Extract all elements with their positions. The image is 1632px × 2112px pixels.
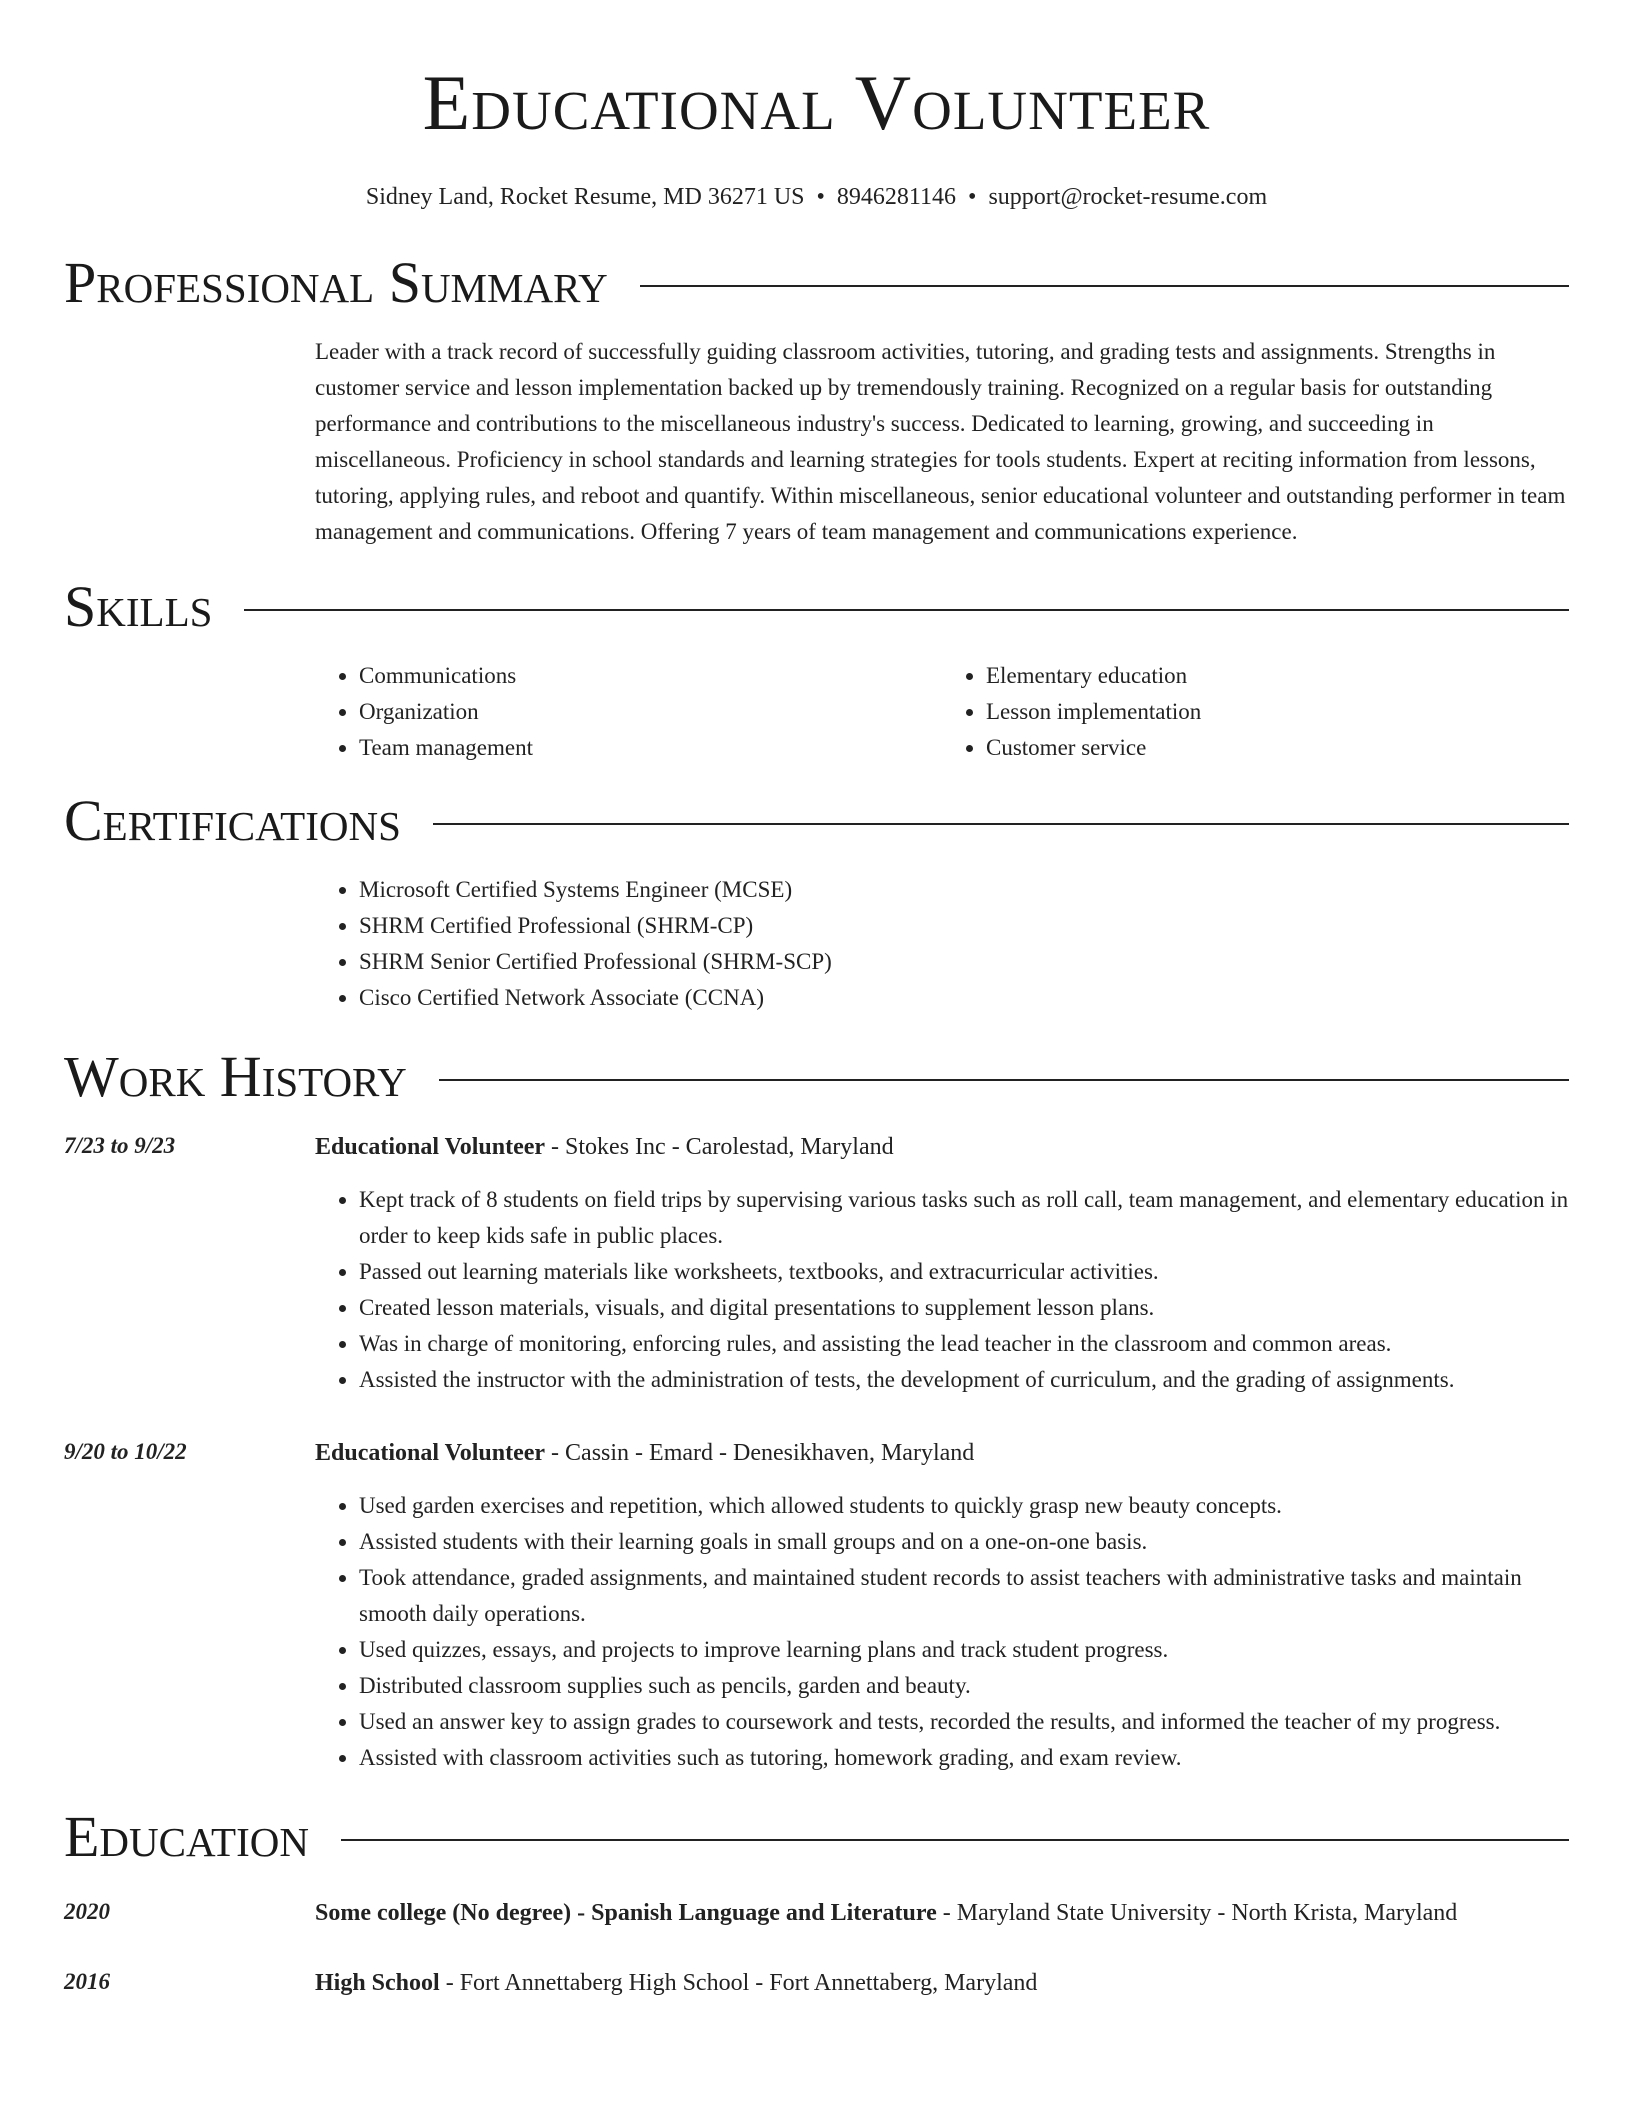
work-bullets [315, 1182, 1569, 1398]
certification-item: • SHRM Certified Professional (SHRM-CP) [359, 908, 1569, 944]
skills-column-left [315, 658, 942, 766]
education-entry-header [315, 1894, 1569, 1932]
education-school: - Fort Annettaberg High School - Fort Annettaberg, Maryland [439, 1970, 1038, 1996]
work-bullet: • Used quizzes, essays, and projects to improve learning plans and track student progress. [359, 1632, 1569, 1668]
work-dates: 7/23 to 9/23 [64, 1133, 176, 1158]
contact-phone: 8946281146 [836, 184, 957, 210]
work-entry [64, 1128, 1569, 1398]
skill-item: • Organization [359, 694, 942, 730]
education-degree: Some college (No degree) - Spanish Language and Literature [315, 1900, 937, 1926]
skill-item: • Elementary education [986, 658, 1569, 694]
work-bullet: • Distributed classroom supplies such as pencils, garden and beauty. [359, 1668, 1569, 1704]
work-bullet: • Took attendance, graded assignments, and maintained student records to assist teachers with administrative tasks and maintain smooth daily operations. [359, 1560, 1569, 1632]
certification-item: • SHRM Senior Certified Professional (SHRM-SCP) [359, 944, 1569, 980]
skill-item: • Team management [359, 730, 942, 766]
job-title: Educational Volunteer [315, 1134, 546, 1160]
work-bullet: • Passed out learning materials like worksheets, textbooks, and extracurricular activities. [359, 1254, 1569, 1290]
education-entry-header [315, 1964, 1569, 2002]
section-divider [244, 609, 1569, 611]
education-section-header [64, 1804, 1569, 1870]
work-dates: 9/20 to 10/22 [64, 1439, 187, 1464]
section-divider [439, 1079, 1569, 1081]
education-entry [64, 1894, 1569, 1932]
contact-separator: • [816, 184, 825, 210]
skill-item: • Lesson implementation [986, 694, 1569, 730]
summary-text: Leader with a track record of successfully guiding classroom activities, tutoring, and grading tests and assignments. Strengths in customer service and lesson implementation backed up by tremendously training. Recognized on a regular basis for outstanding performance and contributions to the miscellaneous industry's success. Dedicated to learning, growing, and succeeding in miscellaneous. Proficiency in school standards and learning strategies for tools students. Expert at reciting information from lessons, tutoring, applying rules, and reboot and quantify. Within miscellaneous, senior educational volunteer and outstanding performer in team management and communications. Offering 7 years of team management and communications experience. [315, 339, 1566, 544]
work-entry [64, 1434, 1569, 1776]
contact-separator: • [968, 184, 977, 210]
contact-line [64, 182, 1569, 212]
job-employer: - Cassin - Emard - Denesikhaven, Maryland [545, 1440, 975, 1466]
summary-section-header [64, 250, 1569, 316]
job-employer: - Stokes Inc - Carolestad, Maryland [545, 1134, 894, 1160]
skill-item: • Communications [359, 658, 942, 694]
certification-item: • Cisco Certified Network Associate (CCNA) [359, 980, 1569, 1016]
work-section-header [64, 1044, 1569, 1110]
work-bullet: • Assisted the instructor with the administration of tests, the development of curriculum, and the grading of assignments. [359, 1362, 1569, 1398]
work-bullet: • Created lesson materials, visuals, and digital presentations to supplement lesson plans. [359, 1290, 1569, 1326]
certifications-heading: Certifications [64, 788, 401, 853]
work-bullet: • Was in charge of monitoring, enforcing rules, and assisting the lead teacher in the classroom and common areas. [359, 1326, 1569, 1362]
work-heading: Work History [64, 1044, 407, 1109]
skills-heading: Skills [64, 574, 213, 639]
work-entry-header [315, 1128, 1569, 1166]
section-divider [341, 1839, 1569, 1841]
education-year: 2020 [64, 1899, 110, 1924]
resume-title: Educational Volunteer [422, 59, 1211, 146]
skill-item: • Customer service [986, 730, 1569, 766]
certification-item: • Microsoft Certified Systems Engineer (MCSE) [359, 872, 1569, 908]
contact-email: support@rocket-resume.com [988, 184, 1268, 210]
work-bullet: • Used garden exercises and repetition, which allowed students to quickly grasp new beauty concepts. [359, 1488, 1569, 1524]
work-bullet: • Used an answer key to assign grades to coursework and tests, recorded the results, and informed the teacher of my progress. [359, 1704, 1569, 1740]
summary-heading: Professional Summary [64, 250, 608, 315]
section-divider [640, 285, 1569, 287]
work-bullets [315, 1488, 1569, 1776]
skills-column-right [942, 658, 1569, 766]
job-title: Educational Volunteer [315, 1440, 546, 1466]
work-history-list [64, 1128, 1569, 1776]
education-entry [64, 1964, 1569, 2002]
certifications-section-header [64, 788, 1569, 854]
contact-address: Sidney Land, Rocket Resume, MD 36271 US [365, 184, 805, 210]
skills-list [315, 658, 1569, 766]
education-heading: Education [64, 1804, 309, 1869]
education-school: - Maryland State University - North Krista, Maryland [936, 1900, 1458, 1926]
skills-section-header [64, 574, 1569, 640]
section-divider [433, 823, 1569, 825]
education-list [64, 1894, 1569, 2002]
work-bullet: • Kept track of 8 students on field trips by supervising various tasks such as roll call, team management, and elementary education in order to keep kids safe in public places. [359, 1182, 1569, 1254]
work-bullet: • Assisted with classroom activities such as tutoring, homework grading, and exam review. [359, 1740, 1569, 1776]
certifications-list [315, 872, 1569, 1016]
work-entry-header [315, 1434, 1569, 1472]
education-year: 2016 [64, 1969, 110, 1994]
work-bullet: • Assisted students with their learning goals in small groups and on a one-on-one basis. [359, 1524, 1569, 1560]
education-degree: High School [315, 1970, 440, 1996]
